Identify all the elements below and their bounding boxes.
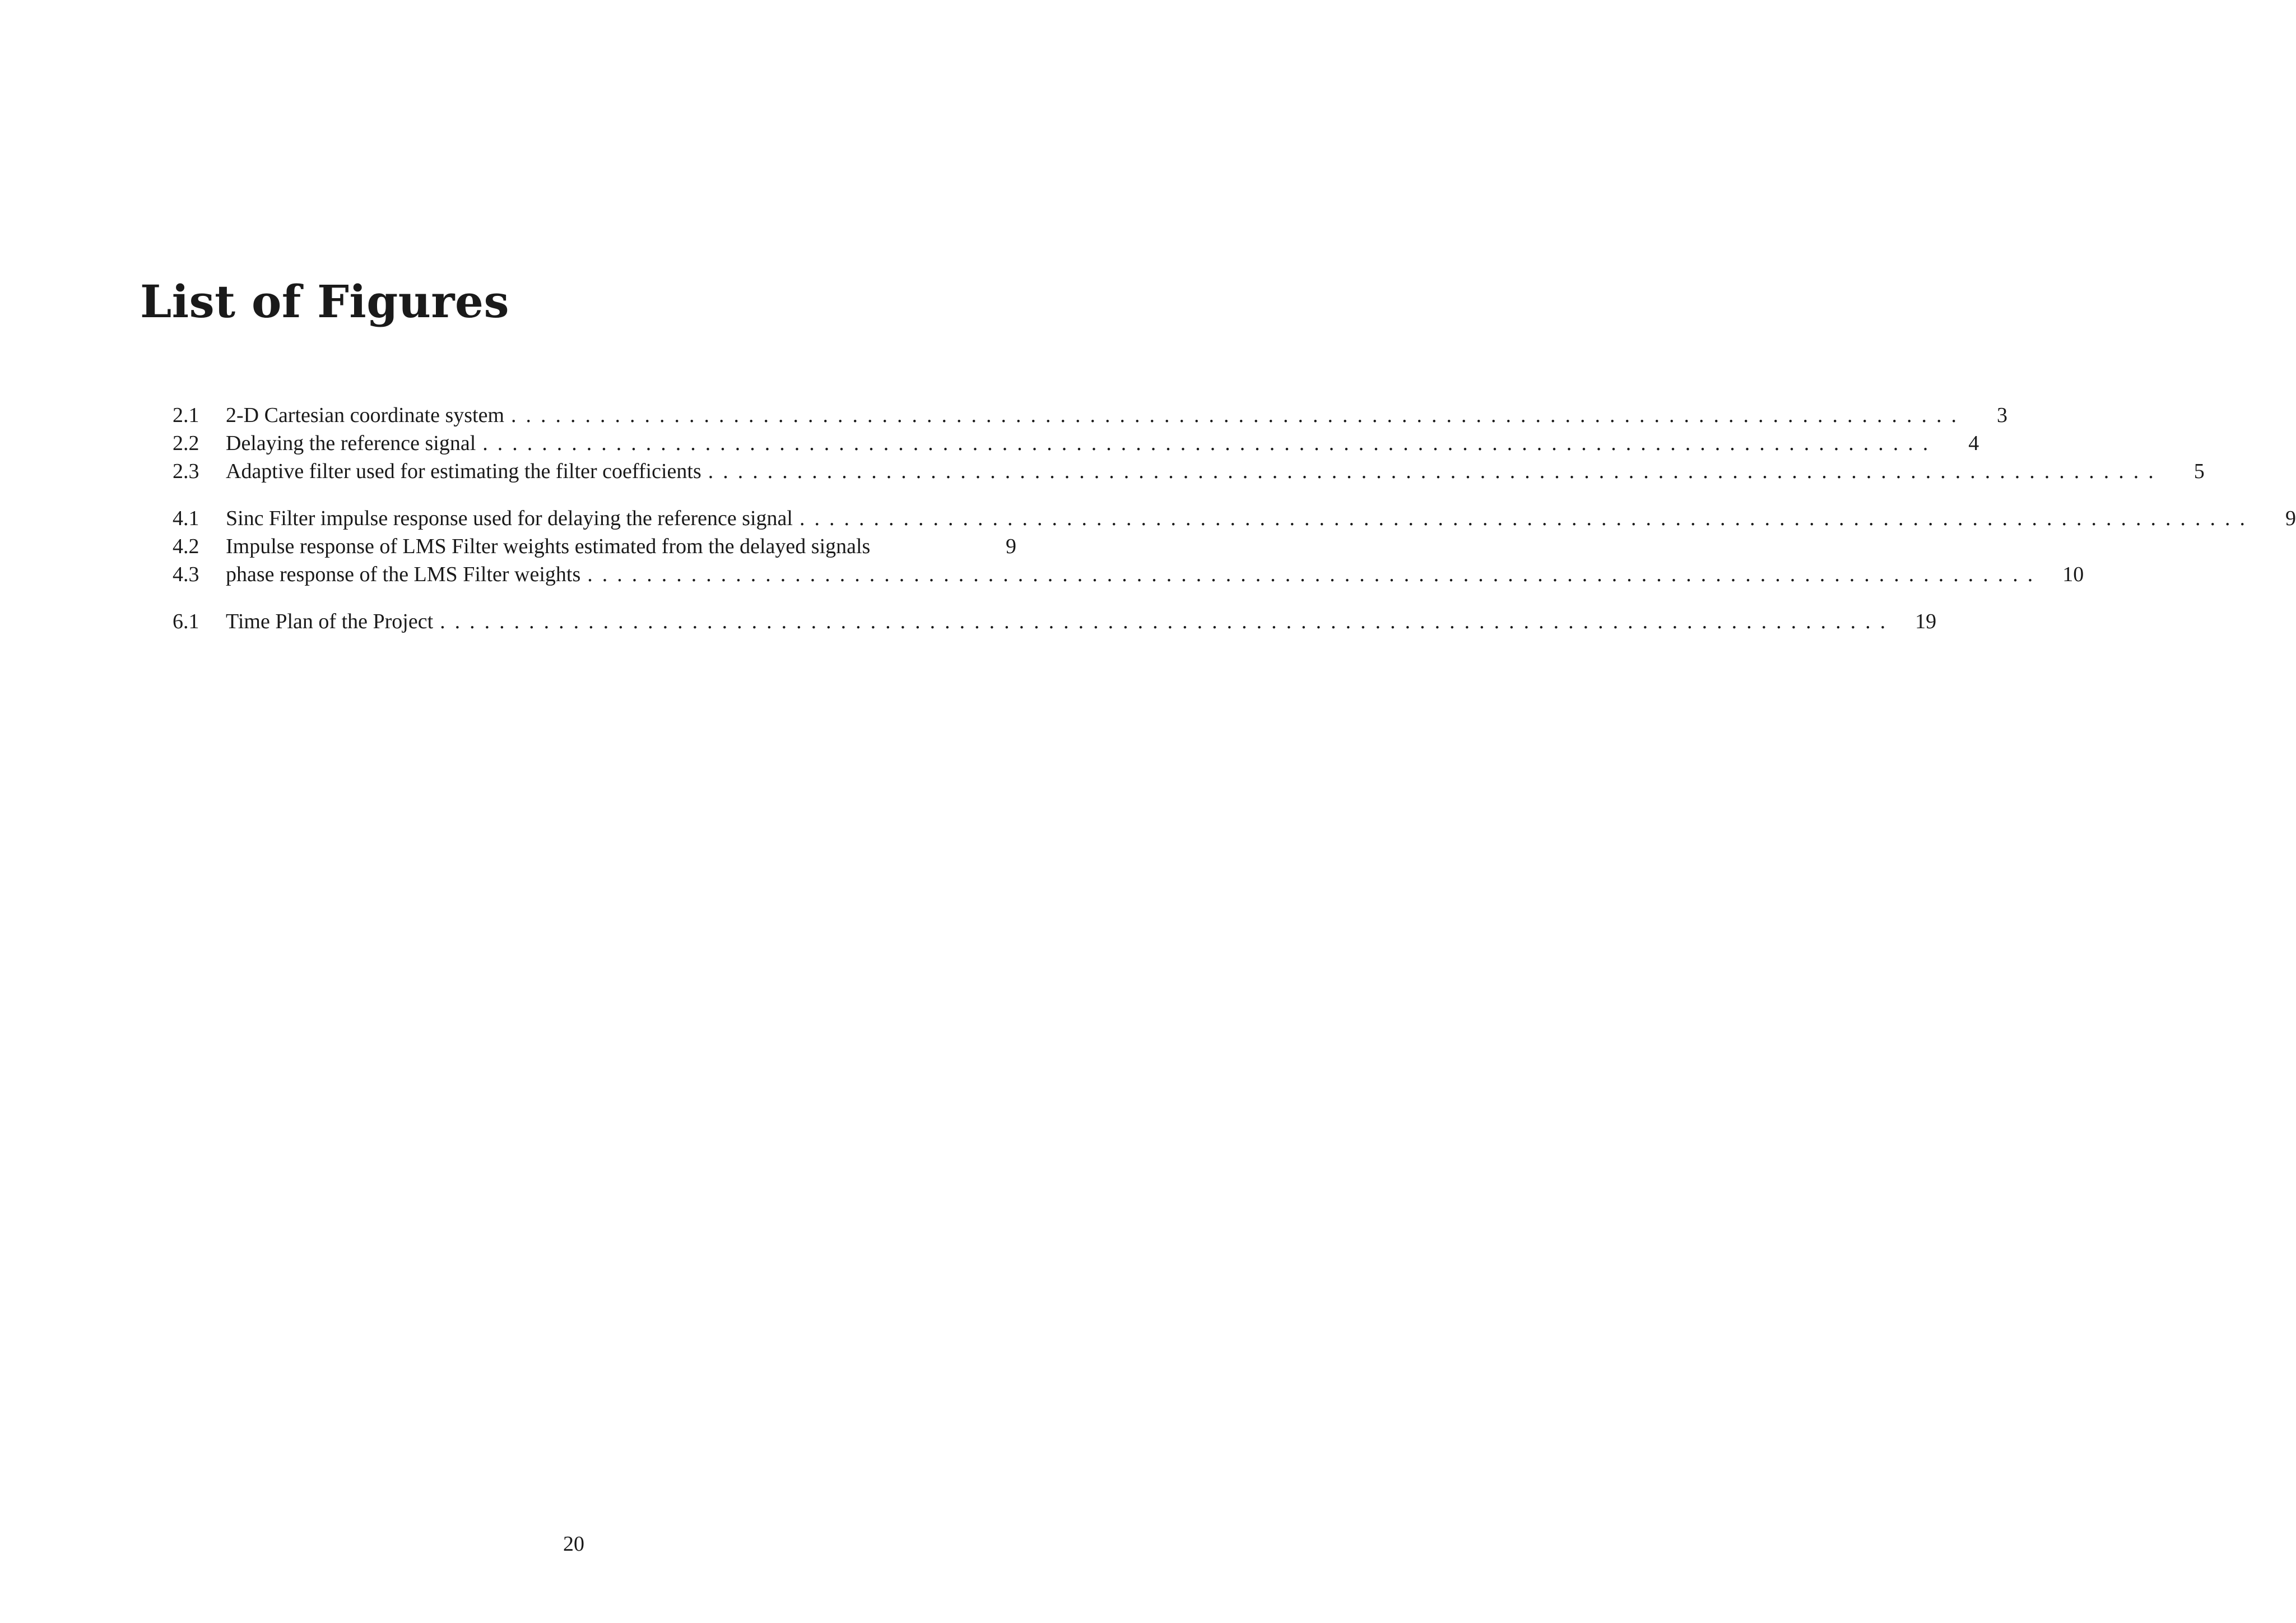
figure-number: 4.3 (173, 563, 199, 586)
page-title: List of Figures (140, 275, 509, 328)
figure-number: 4.2 (173, 535, 199, 558)
lof-entry[interactable] (173, 560, 2084, 588)
lof-entry[interactable] (173, 532, 1016, 560)
figure-number: 2.3 (173, 460, 199, 483)
dot-leader: .................................................................................................. (482, 432, 1938, 455)
list-of-figures (173, 401, 2296, 655)
figure-page: 19 (1915, 610, 1937, 633)
figure-caption: Adaptive filter used for estimating the filter coefficients (226, 460, 701, 483)
lof-entry[interactable] (173, 429, 1979, 457)
figure-number: 2.1 (173, 404, 199, 427)
dot-leader: .................................................................................................. (708, 460, 2163, 483)
lof-entry[interactable] (173, 608, 1937, 636)
dot-leader: .................................................................................................. (587, 563, 2043, 586)
lof-group-chapter-6 (173, 608, 1937, 636)
figure-caption: phase response of the LMS Filter weights (226, 563, 581, 586)
dot-leader: .................................................................................................. (799, 507, 2255, 530)
lof-group-chapter-2 (173, 401, 2205, 485)
figure-page: 3 (1997, 404, 2008, 427)
figure-number: 2.2 (173, 432, 199, 455)
figure-page: 9 (1006, 535, 1016, 558)
lof-entry[interactable] (173, 457, 2205, 485)
dot-leader: .................................................................................................. (511, 404, 1967, 427)
figure-caption: 2-D Cartesian coordinate system (226, 404, 505, 427)
lof-group-chapter-4 (173, 504, 2296, 588)
figure-page: 5 (2193, 460, 2205, 483)
dot-leader: .................................................................................................. (440, 610, 1895, 633)
figure-number: 6.1 (173, 610, 199, 633)
figure-caption: Sinc Filter impulse response used for delaying the reference signal (226, 507, 793, 530)
lof-entry[interactable] (173, 504, 2296, 532)
page-number: 20 (563, 1532, 584, 1556)
figure-caption: Delaying the reference signal (226, 432, 476, 455)
figure-page: 4 (1968, 432, 1979, 455)
figure-number: 4.1 (173, 507, 199, 530)
figure-page: 10 (2062, 563, 2084, 586)
figure-caption: Time Plan of the Project (226, 610, 434, 633)
figure-caption: Impulse response of LMS Filter weights estimated from the delayed signals (226, 535, 871, 558)
lof-entry[interactable] (173, 401, 2008, 429)
figure-page: 9 (2285, 507, 2296, 530)
